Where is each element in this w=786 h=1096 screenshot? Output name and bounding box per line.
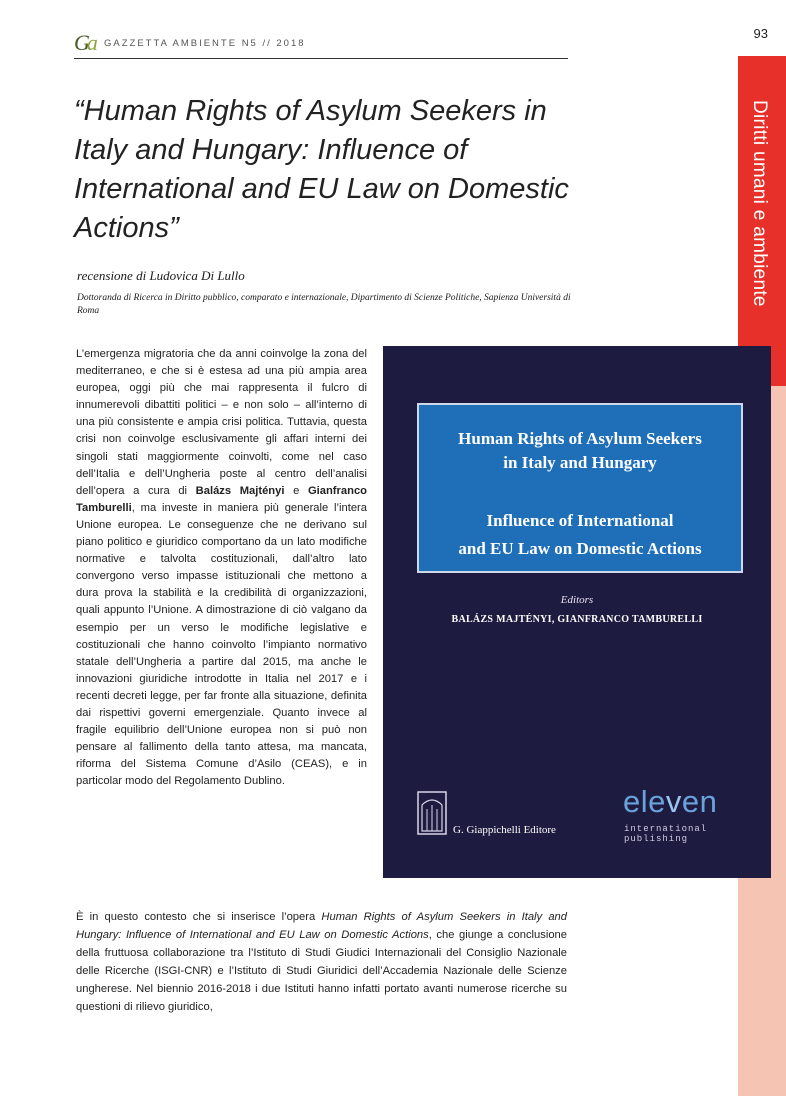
- editor-name: Gianfranco Tamburelli: [76, 484, 367, 514]
- article-title: “Human Rights of Asylum Seekers in Italy and Hungary: Influence of International and EU Law on Domestic Actions”: [74, 95, 569, 244]
- editor-name: Balázs Majtényi: [195, 484, 285, 497]
- book-cover: [383, 346, 771, 878]
- magazine-logo: Ga: [74, 30, 98, 55]
- body-paragraph-2: È in questo contesto che si inserisce l’opera Human Rights of Asylum Seekers in Italy and Hungary: Influence of International and EU Law on Domestic Actions, che giunge a conclusione della fruttuosa collaborazione tra l’Istituto di Studi Giudici Internazionali del Consiglio Nazionale delle Ricerche (ISGI-CNR) e l’Istituto di Studi Giuridici dell’Accademia Nazionale delle Scienze ungherese. Nel biennio 2016-2018 i due Istituti hanno infatti portato avanti numerose ricerche su questioni di rilievo giuridico,: [76, 911, 568, 1013]
- publication-title: GAZZETTA AMBIENTE N5 // 2018: [104, 38, 306, 49]
- page-number: 93: [753, 26, 768, 41]
- eleven-logo: eleven: [623, 784, 718, 819]
- body-paragraph-1: L’emergenza migratoria che da anni coinvolge la zona del mediterraneo, e che si è estesa ad una più ampia area europea, oggi più che mai rappresenta il fulcro di innumerevoli dibattiti politici – e non solo – all’interno di una più consistente e ampia crisi politica. Tuttavia, questa crisi non coinvolge esclusivamente gli affari interni dei singoli stati maggiormente coinvolti, come nel caso dell’Italia e dell’Ungheria poste al centro dell’analisi dell’opera a cura di Balázs Majtényi e Gianfranco Tamburelli, ma investe in maniera più generale l’intera Unione europea. Le conseguenze che ne derivano sul piano politico e giuridico comportano da un lato modifiche normative e talvolta costituzionali, dall’altro lato convergono verso impasse istituzionali che mettono a dura prova la stabilità e la credibilità di organizzazioni, quali appunto l’Unione. A dimostrazione di ciò valgano da esempio per un verso le modifiche legislative e costituzionali che hanno coinvolto l’impianto normativo statale dell’Ungheria a partire dal 2015, ma anche le innovazioni giuridiche introdotte in Italia nel 2017 e i recenti decreti legge, per far fronte alla situazione, definita dai rispettivi governi emergenziale. Quanto invece al fragile equilibrio dell’Unione europea non si può non pensare al fallimento della tanto attesa, ma mancata, riforma del Sistema Comune d’Asilo (CEAS), e in particolar modo del Regolamento Dublino.: [76, 348, 367, 788]
- article-byline: recensione di Ludovica Di Lullo: [77, 268, 245, 283]
- page-header: [74, 28, 568, 59]
- cover-editors-label: Editors: [560, 594, 594, 606]
- author-affiliation: Dottoranda di Ricerca in Diritto pubblico, comparato e internazionale, Dipartimento di Scienze Politiche, Sapienza Università di Roma: [77, 293, 571, 316]
- cover-subtitle: Influence of International and EU Law on Domestic Actions: [458, 511, 702, 558]
- section-label: Diritti umani e ambiente: [749, 100, 770, 307]
- book-title-reference: Human Rights of Asylum Seekers in Italy and Hungary: Influence of International and EU Law on Domestic Actions: [76, 911, 567, 941]
- cover-title-box: [417, 403, 743, 573]
- publisher-name: G. Giappichelli Editore: [453, 824, 556, 836]
- eleven-logo-subtitle: international publishing: [624, 824, 708, 844]
- cover-editors: BALÁZS MAJTÉNYI, GIANFRANCO TAMBURELLI: [451, 614, 703, 625]
- cover-title: Human Rights of Asylum Seekers in Italy and Hungary: [458, 429, 702, 472]
- publisher-logo-icon: [417, 791, 447, 835]
